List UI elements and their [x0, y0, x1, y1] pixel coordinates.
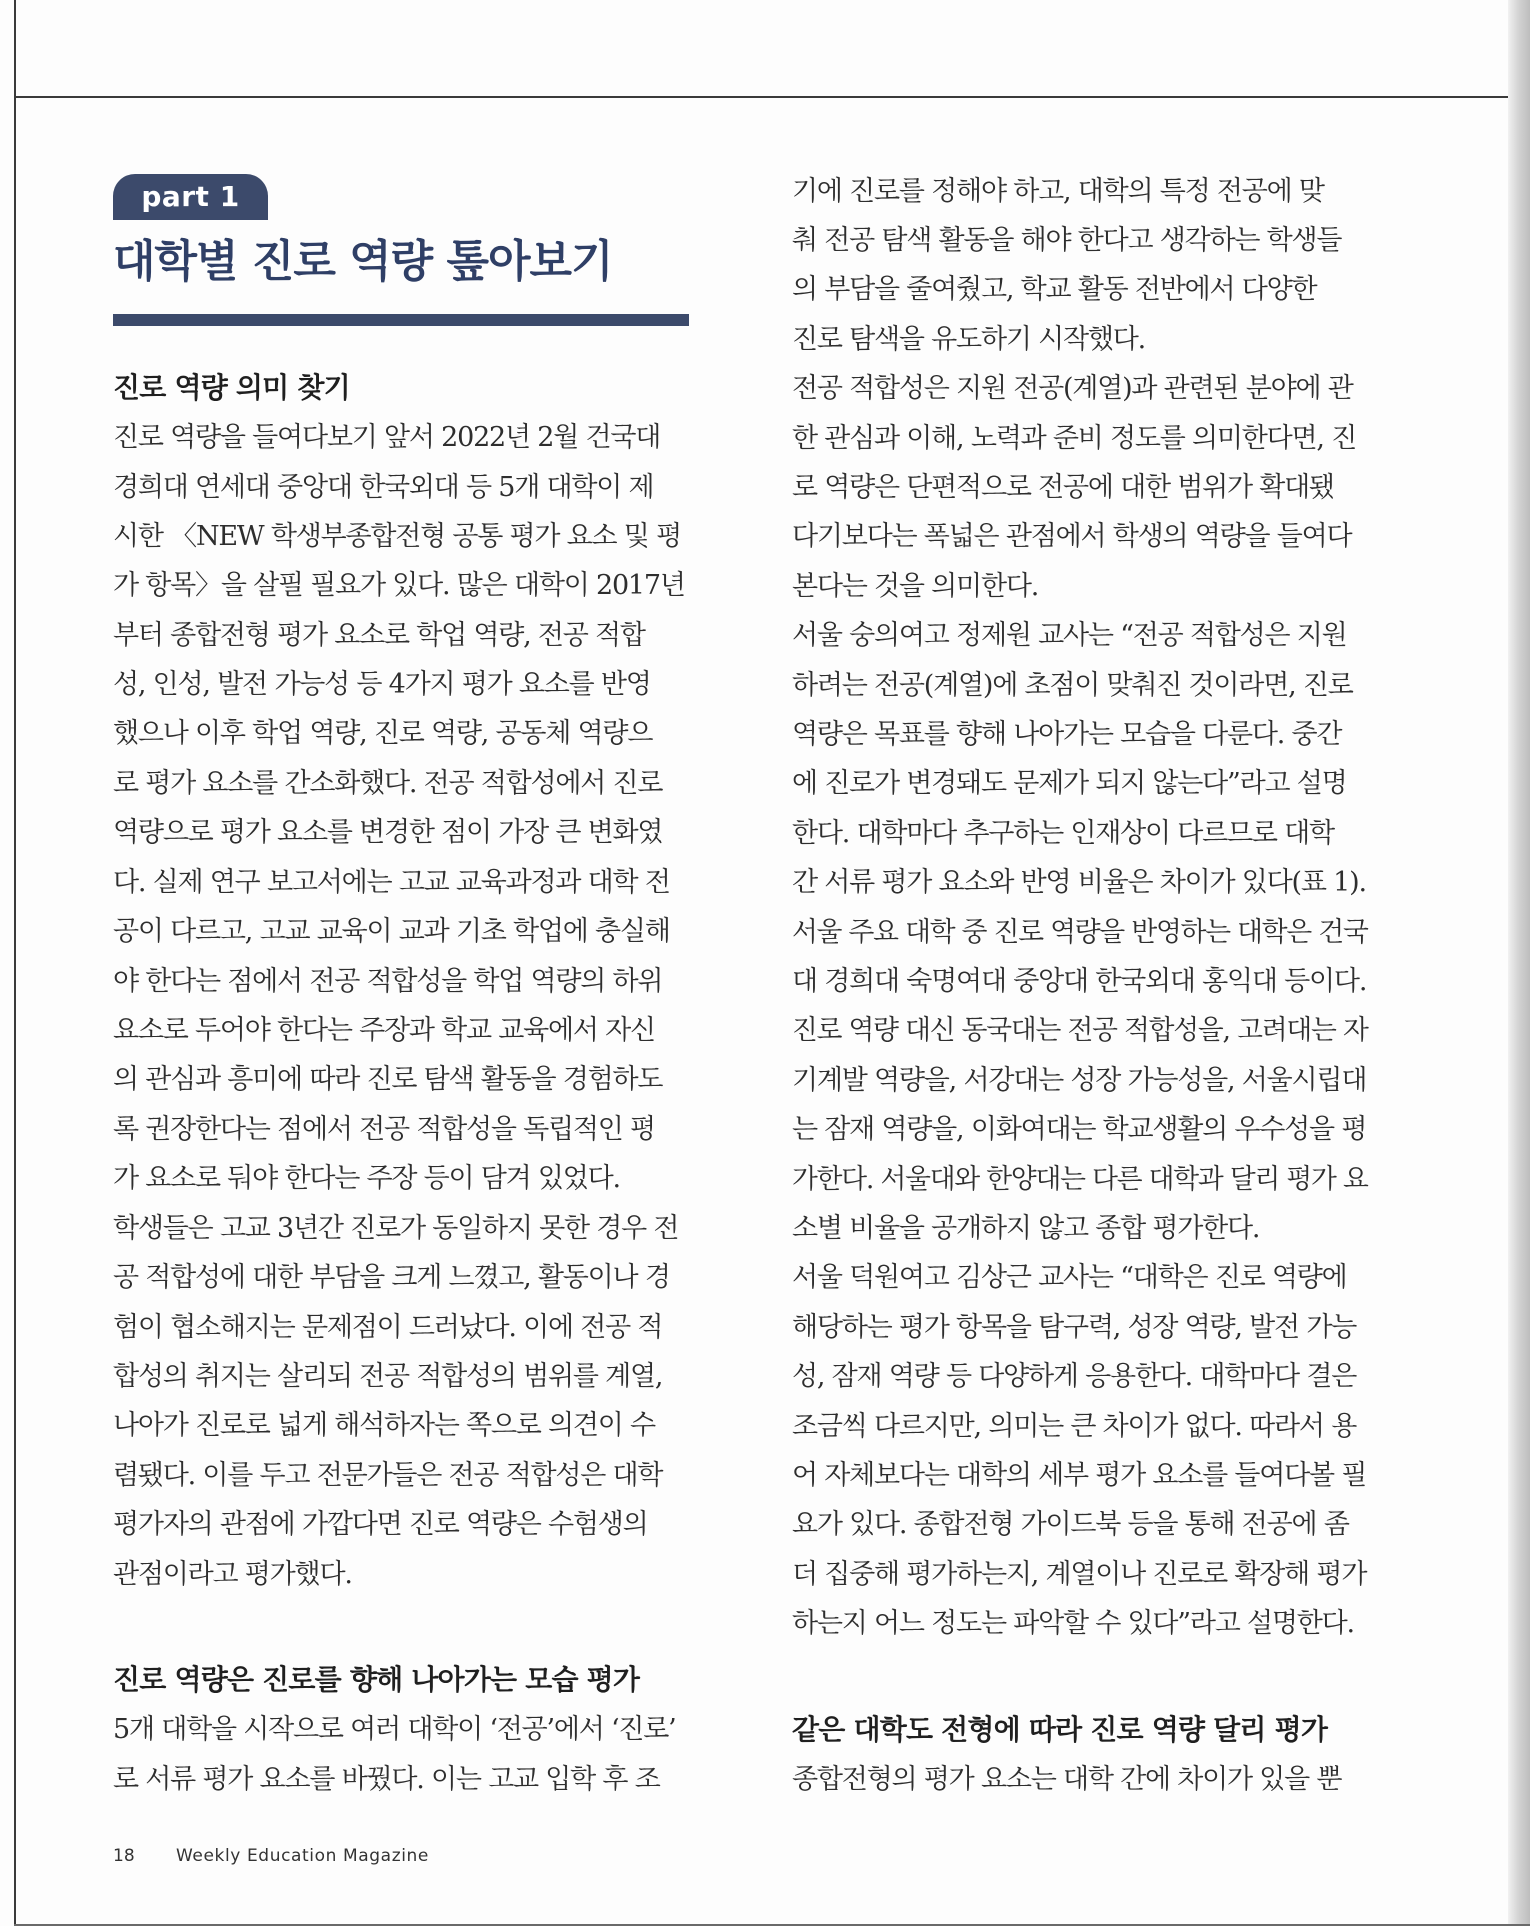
text-line: 본다는 것을 의미한다.: [792, 571, 1039, 602]
text-line: 서울 덕원여고 김상근 교사는 “대학은 진로 역량에: [792, 1262, 1347, 1293]
text-line: 공이 다르고, 고교 교육이 교과 기초 학업에 충실해: [113, 916, 670, 947]
magazine-name: Weekly Education Magazine: [176, 1846, 429, 1866]
text-line: 록 권장한다는 점에서 전공 적합성을 독립적인 평: [113, 1114, 655, 1145]
text-line: 는 잠재 역량을, 이화여대는 학교생활의 우수성을 평: [792, 1114, 1367, 1145]
section-heading-same-university: 같은 대학도 전형에 따라 진로 역량 달리 평가: [792, 1713, 1328, 1746]
text-line: 경희대 연세대 중앙대 한국외대 등 5개 대학이 제: [113, 472, 654, 503]
text-line: 나아가 진로로 넓게 해석하자는 쪽으로 의견이 수: [113, 1410, 655, 1441]
text-line: 역량으로 평가 요소를 변경한 점이 가장 큰 변화였: [113, 817, 663, 848]
header-rule: [16, 96, 1530, 98]
text-line: 야 한다는 점에서 전공 적합성을 학업 역량의 하위: [113, 966, 663, 997]
text-line: 시한 〈NEW 학생부종합전형 공통 평가 요소 및 평: [113, 521, 681, 552]
text-line: 간 서류 평가 요소와 반영 비율은 차이가 있다(표 1).: [792, 867, 1366, 898]
text-line: 소별 비율을 공개하지 않고 종합 평가한다.: [792, 1213, 1260, 1244]
text-line: 했으나 이후 학업 역량, 진로 역량, 공동체 역량으: [113, 718, 653, 749]
text-line: 대 경희대 숙명여대 중앙대 한국외대 홍익대 등이다.: [792, 966, 1367, 997]
section-heading-career-meaning: 진로 역량 의미 찾기: [113, 371, 350, 404]
section-heading-career-direction: 진로 역량은 진로를 향해 나아가는 모습 평가: [113, 1663, 640, 1696]
text-line: 가 항목〉을 살필 필요가 있다. 많은 대학이 2017년: [113, 570, 685, 601]
text-line: 어 자체보다는 대학의 세부 평가 요소를 들여다볼 필: [792, 1460, 1367, 1491]
text-line: 서울 숭의여고 정제원 교사는 “전공 적합성은 지원: [792, 620, 1347, 651]
part-badge: part 1: [113, 174, 268, 220]
text-line: 조금씩 다르지만, 의미는 큰 차이가 없다. 따라서 용: [792, 1411, 1357, 1442]
text-line: 하려는 전공(계열)에 초점이 맞춰진 것이라면, 진로: [792, 670, 1353, 701]
page-border-left: [14, 0, 16, 1926]
text-line: 성, 인성, 발전 가능성 등 4가지 평가 요소를 반영: [113, 669, 651, 700]
text-line: 관점이라고 평가했다.: [113, 1559, 352, 1590]
text-line: 로 평가 요소를 간소화했다. 전공 적합성에서 진로: [113, 768, 663, 799]
text-line: 렴됐다. 이를 두고 전문가들은 전공 적합성은 대학: [113, 1460, 663, 1491]
title-underline-bar: [113, 314, 689, 326]
text-line: 진로 역량을 들여다보기 앞서 2022년 2월 건국대: [113, 422, 661, 453]
article-title: 대학별 진로 역량 톺아보기: [113, 236, 613, 287]
text-line: 5개 대학을 시작으로 여러 대학이 ‘전공’에서 ‘진로’: [113, 1714, 676, 1745]
text-line: 험이 협소해지는 문제점이 드러났다. 이에 전공 적: [113, 1312, 663, 1343]
text-line: 합성의 취지는 살리되 전공 적합성의 범위를 계열,: [113, 1361, 663, 1392]
text-line: 로 서류 평가 요소를 바꿨다. 이는 고교 입학 후 조: [113, 1764, 660, 1795]
text-line: 성, 잠재 역량 등 다양하게 응용한다. 대학마다 결은: [792, 1361, 1357, 1392]
text-line: 더 집중해 평가하는지, 계열이나 진로로 확장해 평가: [792, 1559, 1367, 1590]
text-line: 한다. 대학마다 추구하는 인재상이 다르므로 대학: [792, 818, 1334, 849]
text-line: 로 역량은 단편적으로 전공에 대한 범위가 확대됐: [792, 472, 1334, 503]
page-number: 18: [113, 1846, 135, 1866]
text-line: 의 관심과 흥미에 따라 진로 탐색 활동을 경험하도: [113, 1064, 663, 1095]
text-line: 가한다. 서울대와 한양대는 다른 대학과 달리 평가 요: [792, 1164, 1368, 1195]
text-line: 진로 탐색을 유도하기 시작했다.: [792, 324, 1145, 355]
text-line: 종합전형의 평가 요소는 대학 간에 차이가 있을 뿐: [792, 1764, 1342, 1795]
text-line: 에 진로가 변경돼도 문제가 되지 않는다”라고 설명: [792, 768, 1347, 799]
text-line: 해당하는 평가 항목을 탐구력, 성장 역량, 발전 가능: [792, 1312, 1357, 1343]
text-line: 춰 전공 탐색 활동을 해야 한다고 생각하는 학생들: [792, 225, 1342, 256]
text-line: 전공 적합성은 지원 전공(계열)과 관련된 분야에 관: [792, 373, 1353, 404]
text-line: 가 요소로 둬야 한다는 주장 등이 담겨 있었다.: [113, 1163, 620, 1194]
text-line: 서울 주요 대학 중 진로 역량을 반영하는 대학은 건국: [792, 917, 1368, 948]
text-line: 요가 있다. 종합전형 가이드북 등을 통해 전공에 좀: [792, 1509, 1349, 1540]
text-line: 진로 역량 대신 동국대는 전공 적합성을, 고려대는 자: [792, 1015, 1368, 1046]
text-line: 기에 진로를 정해야 하고, 대학의 특정 전공에 맞: [792, 176, 1324, 207]
text-line: 부터 종합전형 평가 요소로 학업 역량, 전공 적합: [113, 620, 645, 651]
text-line: 다기보다는 폭넓은 관점에서 학생의 역량을 들여다: [792, 521, 1352, 552]
text-line: 역량은 목표를 향해 나아가는 모습을 다룬다. 중간: [792, 719, 1342, 750]
text-line: 다. 실제 연구 보고서에는 고교 교육과정과 대학 전: [113, 867, 670, 898]
text-line: 기계발 역량을, 서강대는 성장 가능성을, 서울시립대: [792, 1065, 1367, 1096]
text-line: 평가자의 관점에 가깝다면 진로 역량은 수험생의: [113, 1509, 648, 1540]
text-line: 요소로 두어야 한다는 주장과 학교 교육에서 자신: [113, 1015, 655, 1046]
text-line: 학생들은 고교 3년간 진로가 동일하지 못한 경우 전: [113, 1213, 679, 1244]
text-line: 공 적합성에 대한 부담을 크게 느꼈고, 활동이나 경: [113, 1262, 670, 1293]
page-edge-shadow: [1508, 0, 1530, 1926]
text-line: 하는지 어느 정도는 파악할 수 있다”라고 설명한다.: [792, 1608, 1354, 1639]
text-line: 의 부담을 줄여줬고, 학교 활동 전반에서 다양한: [792, 274, 1317, 305]
text-line: 한 관심과 이해, 노력과 준비 정도를 의미한다면, 진: [792, 423, 1357, 454]
